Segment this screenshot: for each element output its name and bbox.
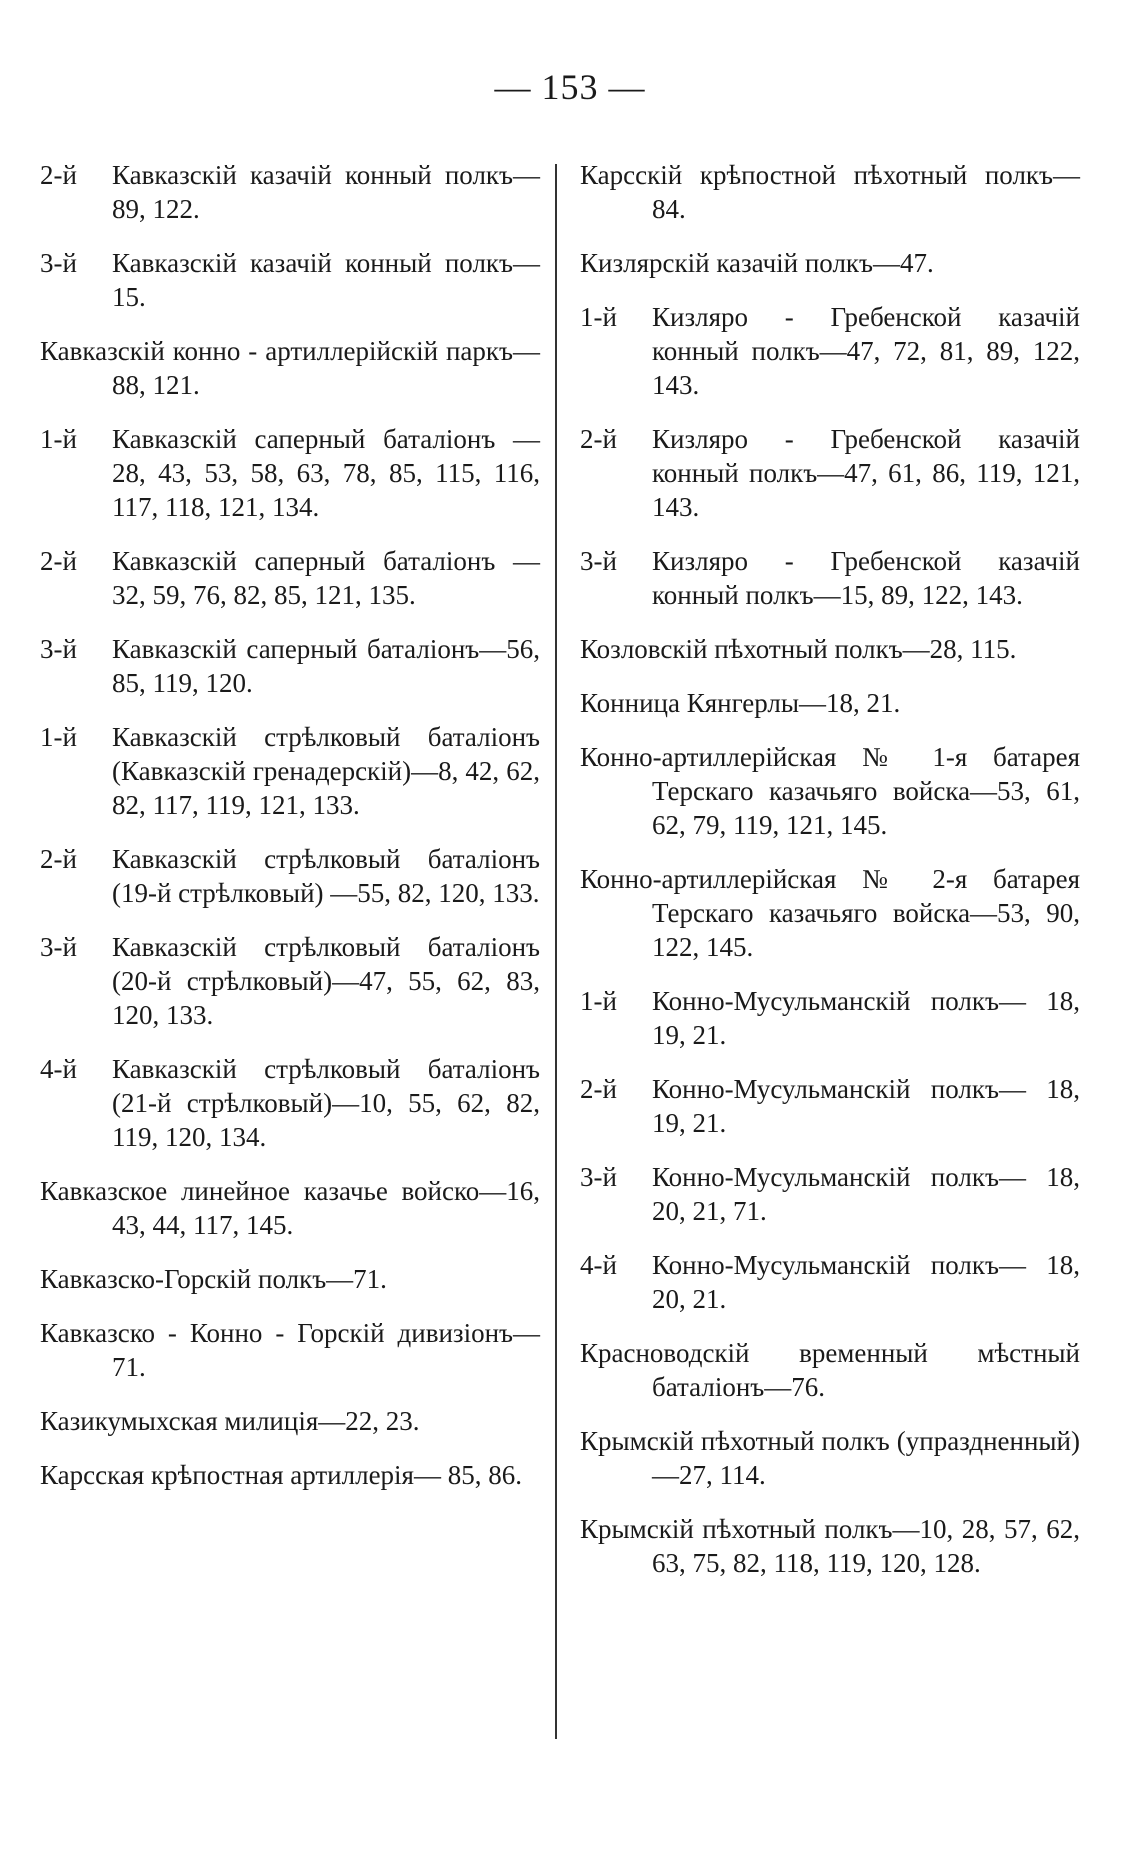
entry-number: 4-й bbox=[580, 1250, 617, 1280]
entry-text: Кавказскій саперный баталіонъ — 32, 59, 76, 82, 85, 121, 135. bbox=[112, 546, 540, 610]
index-entry bbox=[40, 544, 540, 612]
entry-number: 2-й bbox=[580, 1074, 617, 1104]
index-entry bbox=[40, 720, 540, 822]
entry-number: 1-й bbox=[40, 722, 77, 752]
index-entry bbox=[40, 246, 540, 314]
index-entry bbox=[40, 422, 540, 524]
entry-number: 3-й bbox=[40, 634, 77, 664]
index-entry bbox=[580, 632, 1080, 666]
right-column bbox=[580, 158, 1080, 1600]
entry-text: Красноводскій временный мѣстный баталіонъ—76. bbox=[580, 1338, 1080, 1402]
entry-text: Кавказскій саперный баталіонъ—56, 85, 119, 120. bbox=[112, 634, 540, 698]
entry-number: 1-й bbox=[580, 986, 617, 1016]
entry-text: Конно-Мусульманскій полкъ— 18, 20, 21, 71. bbox=[652, 1162, 1080, 1226]
entry-number: 3-й bbox=[580, 546, 617, 576]
index-entry bbox=[40, 334, 540, 402]
index-entry bbox=[580, 740, 1080, 842]
entry-text: Кизлярскій казачій полкъ—47. bbox=[580, 248, 934, 278]
entry-number: 2-й bbox=[40, 546, 77, 576]
index-entry bbox=[580, 422, 1080, 524]
index-entry bbox=[40, 842, 540, 910]
page-number: — 153 — bbox=[494, 67, 646, 107]
entry-text: Крымскій пѣхотный полкъ (упраздненный)—27, 114. bbox=[580, 1426, 1080, 1490]
entry-text: Кавказско - Конно - Горскій дивизіонъ—71. bbox=[40, 1318, 540, 1382]
index-entry bbox=[580, 1424, 1080, 1492]
entry-text: Конно-Мусульманскій полкъ— 18, 19, 21. bbox=[652, 986, 1080, 1050]
index-entry bbox=[580, 1336, 1080, 1404]
index-entry bbox=[580, 1160, 1080, 1228]
left-column bbox=[40, 158, 540, 1512]
index-entry bbox=[580, 544, 1080, 612]
entry-text: Кавказскій саперный баталіонъ — 28, 43, 53, 58, 63, 78, 85, 115, 116, 117, 118, 121, 134. bbox=[112, 424, 540, 522]
index-entry bbox=[40, 1262, 540, 1296]
index-entry bbox=[580, 984, 1080, 1052]
index-entry bbox=[40, 930, 540, 1032]
entry-number: 3-й bbox=[580, 1162, 617, 1192]
entry-text: Кавказско-Горскій полкъ—71. bbox=[40, 1264, 387, 1294]
entry-number: 3-й bbox=[40, 248, 77, 278]
entry-text: Конно-Мусульманскій полкъ— 18, 20, 21. bbox=[652, 1250, 1080, 1314]
index-entry bbox=[40, 1404, 540, 1438]
index-entry bbox=[580, 1248, 1080, 1316]
entry-text: Кавказскій конно - артиллерійскій паркъ—88, 121. bbox=[40, 336, 540, 400]
entry-text: Козловскій пѣхотный полкъ—28, 115. bbox=[580, 634, 1017, 664]
entry-text: Кавказскій казачій конный полкъ—89, 122. bbox=[112, 160, 540, 224]
entry-text: Кизляро - Гребенской казачій конный полкъ—47, 72, 81, 89, 122, 143. bbox=[652, 302, 1080, 400]
entry-number: 2-й bbox=[40, 160, 77, 190]
index-entry bbox=[40, 632, 540, 700]
index-entry bbox=[580, 158, 1080, 226]
entry-text: Кизляро - Гребенской казачій конный полкъ—15, 89, 122, 143. bbox=[652, 546, 1080, 610]
entry-text: Кавказскій стрѣлковый баталіонъ (20-й стрѣлковый)—47, 55, 62, 83, 120, 133. bbox=[112, 932, 540, 1030]
entry-text: Крымскій пѣхотный полкъ—10, 28, 57, 62, 63, 75, 82, 118, 119, 120, 128. bbox=[580, 1514, 1080, 1578]
entry-number: 3-й bbox=[40, 932, 77, 962]
index-entry bbox=[40, 1052, 540, 1154]
index-entry bbox=[580, 300, 1080, 402]
index-entry bbox=[40, 1174, 540, 1242]
entry-text: Конно-Мусульманскій полкъ— 18, 19, 21. bbox=[652, 1074, 1080, 1138]
index-entry bbox=[580, 1072, 1080, 1140]
index-entry bbox=[40, 1316, 540, 1384]
entry-number: 4-й bbox=[40, 1054, 77, 1084]
index-entry bbox=[580, 686, 1080, 720]
entry-text: Карсская крѣпостная артиллерія— 85, 86. bbox=[40, 1460, 522, 1490]
column-divider bbox=[555, 164, 557, 1739]
index-entry bbox=[580, 862, 1080, 964]
entry-text: Кавказскій стрѣлковый баталіонъ (21-й стрѣлковый)—10, 55, 62, 82, 119, 120, 134. bbox=[112, 1054, 540, 1152]
entry-text: Карсскій крѣпостной пѣхотный полкъ—84. bbox=[580, 160, 1080, 224]
entry-text: Кавказскій стрѣлковый баталіонъ (19-й стрѣлковый) —55, 82, 120, 133. bbox=[112, 844, 540, 908]
index-entry bbox=[40, 158, 540, 226]
entry-text: Кизляро - Гребенской казачій конный полкъ—47, 61, 86, 119, 121, 143. bbox=[652, 424, 1080, 522]
index-entry bbox=[40, 1458, 540, 1492]
entry-number: 2-й bbox=[580, 424, 617, 454]
entry-number: 1-й bbox=[580, 302, 617, 332]
entry-text: Конница Кянгерлы—18, 21. bbox=[580, 688, 901, 718]
entry-text: Кавказскій стрѣлковый баталіонъ (Кавказскій гренадерскій)—8, 42, 62, 82, 117, 119, 121, 133. bbox=[112, 722, 540, 820]
entry-text: Кавказское линейное казачье войско—16, 43, 44, 117, 145. bbox=[40, 1176, 540, 1240]
entry-text: Казикумыхская милиція—22, 23. bbox=[40, 1406, 420, 1436]
entry-text: Кавказскій казачій конный полкъ—15. bbox=[112, 248, 540, 312]
entry-number: 1-й bbox=[40, 424, 77, 454]
index-entry bbox=[580, 1512, 1080, 1580]
index-entry bbox=[580, 246, 1080, 280]
entry-text: Конно-артиллерійская № 1-я батарея Терскаго казачьяго войска—53, 61, 62, 79, 119, 121, 145. bbox=[580, 742, 1080, 840]
entry-text: Конно-артиллерійская № 2-я батарея Терскаго казачьяго войска—53, 90, 122, 145. bbox=[580, 864, 1080, 962]
entry-number: 2-й bbox=[40, 844, 77, 874]
